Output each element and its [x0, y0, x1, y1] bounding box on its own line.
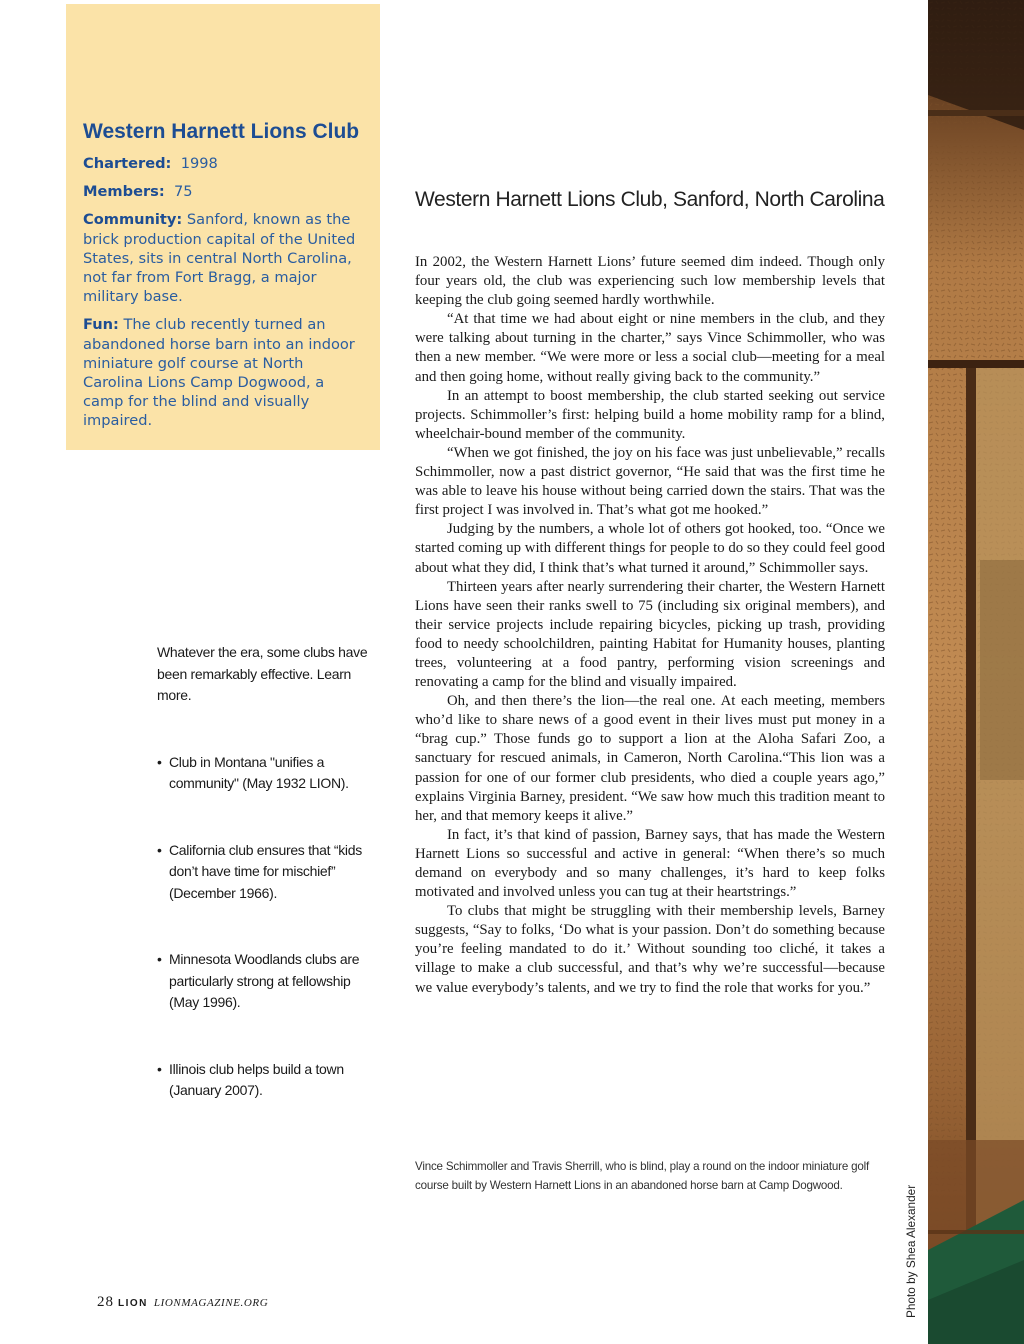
chartered-value: 1998	[180, 155, 218, 172]
related-articles-sidebar	[157, 642, 377, 1102]
magazine-name: LION	[118, 1298, 148, 1309]
members-value: 75	[173, 183, 193, 201]
community-label: Community:	[83, 211, 183, 229]
article-title: Western Harnett Lions Club, Sanford, North Carolina	[415, 188, 885, 211]
article-paragraph: In fact, it’s that kind of passion, Barney says, that has made the Western Harnett Lions so successful and active in general: “When there’s so much demand on everybody and so many challenges, it’s hard to keep folks motivated and involved unless you can tug at their heartstrings.”	[415, 826, 885, 901]
page-footer	[97, 1294, 268, 1311]
article-paragraph: Thirteen years after nearly surrendering their charter, the Western Harnett Lions have seen their ranks swell to 75 (including six original members), and their service projects include repairing bicycles, picking up trash, providing food to needy schoolchildren, painting Habitat for Humanity houses, planting trees, volunteering at a food pantry, performing vision screenings and renovating a camp for the blind and visually impaired.	[415, 578, 885, 691]
sidebar-intro: Whatever the era, some clubs have been remarkably effective. Learn more.	[157, 644, 368, 703]
article-paragraph: Judging by the numbers, a whole lot of others got hooked, too. “Once we started coming up with different things for people to do so they could feel good about what they did, I think that’s what turned it around,” Schimmoller says.	[415, 521, 885, 576]
community-line	[83, 210, 362, 306]
related-article-item[interactable]: • Illinois club helps build a town (January 2007).	[157, 1059, 377, 1102]
fact-box	[66, 4, 380, 450]
related-articles-list	[157, 752, 377, 1102]
related-article-item[interactable]: • Club in Montana "unifies a community" (May 1932 LION).	[157, 752, 377, 795]
community-text: Sanford, known as the brick production capital of the United States, sits in central North Carolina, not far from Fort Bragg, a major military base.	[83, 211, 356, 306]
article-paragraph: To clubs that might be struggling with their membership levels, Barney suggests, “Say to folks, ‘Do what is your passion. Don’t do something because you’re feeling mandated to do it.’ Without sounding too cliché, it takes a village to make a club successful, and that’s why we’re successful—because we value everybody’s talents, and we try to find the role that works for you.”	[415, 903, 885, 996]
article-paragraph: In 2002, the Western Harnett Lions’ future seemed dim indeed. Though only four years old, the club was experiencing such low membership levels that keeping the club going seemed hardly worthwhile.	[415, 254, 885, 309]
chartered-label: Chartered:	[83, 155, 172, 172]
fun-text: The club recently turned an abandoned horse barn into an indoor miniature golf course at North Carolina Lions Camp Dogwood, a camp for the blind and visually impaired.	[83, 316, 355, 430]
related-article-item[interactable]: • Minnesota Woodlands clubs are particularly strong at fellowship (May 1996).	[157, 949, 377, 1014]
factbox-title: Western Harnett Lions Club	[83, 120, 360, 143]
article-paragraph: In an attempt to boost membership, the club started seeking out service projects. Schimmoller’s first: helping build a home mobility ramp for a blind, wheelchair-bound member of the community.	[415, 387, 885, 442]
related-article-item[interactable]: • California club ensures that “kids don’t have time for mischief” (December 1966).	[157, 840, 377, 905]
barn-photo	[928, 0, 1024, 1344]
article-paragraph: “When we got finished, the joy on his face was just unbelievable,” recalls Schimmoller, now a past district governor, “He said that was the first time he was able to leave his house without being carried down the stairs. That was the first project I was involved in. That’s what got me hooked.”	[415, 444, 885, 519]
page-number: 28	[97, 1294, 114, 1310]
fun-label: Fun:	[83, 316, 119, 334]
article-body	[415, 253, 885, 998]
members-label: Members:	[83, 183, 165, 201]
article-paragraph: “At that time we had about eight or nine members in the club, and they were talking about turning in the charter,” says Vince Schimmoller, who was then a new member. “We were more or less a social club—meeting for a meal and then going home, without really giving back to the community.”	[415, 311, 885, 385]
magazine-url[interactable]: LIONMAGAZINE.ORG	[153, 1297, 269, 1309]
photo-caption: Vince Schimmoller and Travis Sherrill, who is blind, play a round on the indoor miniature golf course built by Western Harnett Lions in an abandoned horse barn at Camp Dogwood.	[415, 1160, 869, 1192]
chartered-line	[83, 154, 362, 173]
members-line	[83, 182, 362, 201]
fun-line	[83, 315, 362, 430]
article-paragraph: Oh, and then there’s the lion—the real one. At each meeting, members who’d like to share news of a good event in their lives must put money in a “brag cup.” Those funds go to support a lion at the Aloha Safari Zoo, a sanctuary for rescued animals, in Cameron, North Carolina.“This lion was a passion for one of our former club presidents, who died a couple years ago,” explains Virginia Barney, president. “We saw how much this tradition meant to her, and that memory keeps it alive.”	[415, 693, 885, 824]
photo-credit: Photo by Shea Alexander	[904, 1184, 918, 1318]
